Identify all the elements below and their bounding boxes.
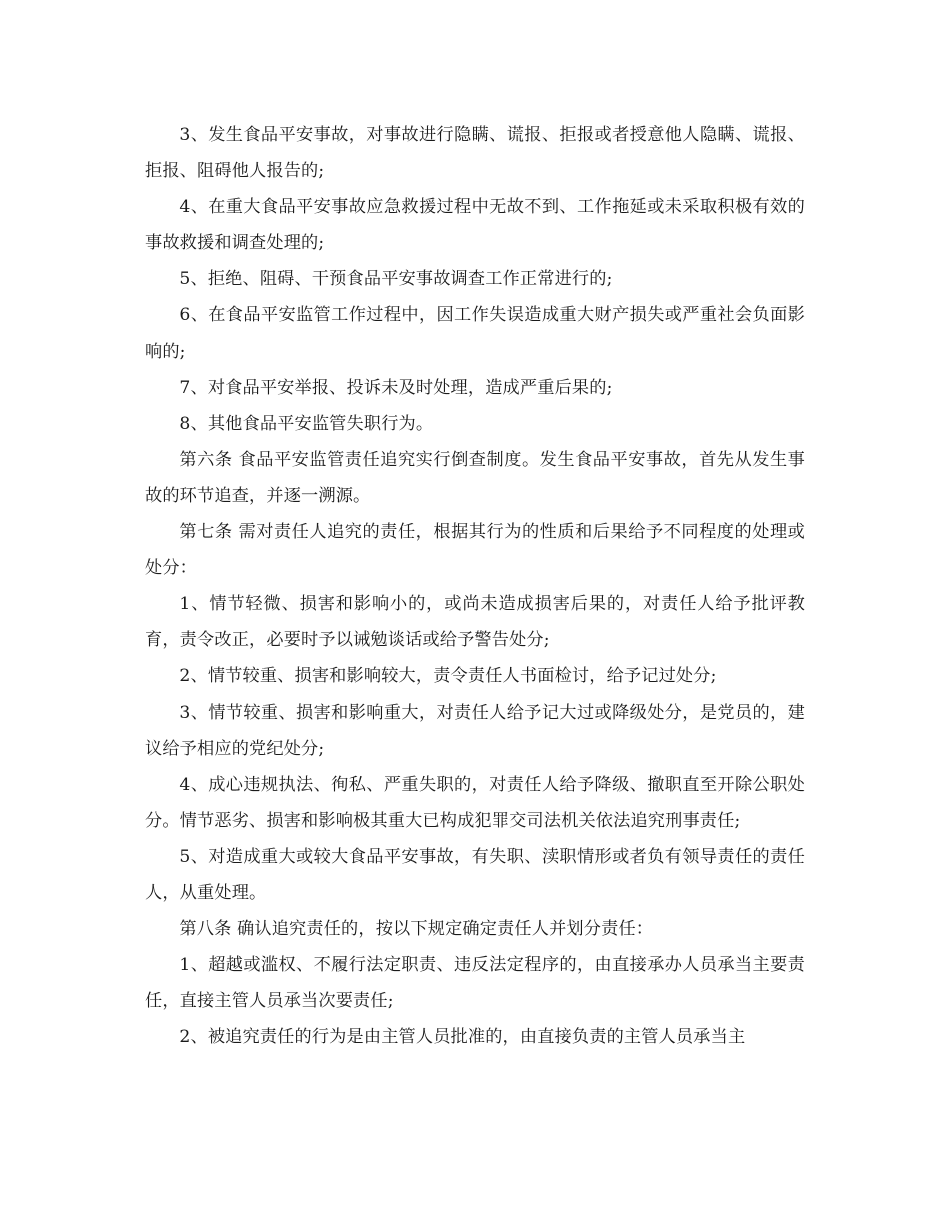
paragraph-item-5: 5、拒绝、阻碍、干预食品平安事故调查工作正常进行的;	[179, 269, 613, 290]
article-8-item-1: 1、超越或滥权、不履行法定职责、违反法定程序的，由直接承办人员承当主要责任，直接主管人员承当次要责任;	[145, 955, 805, 1012]
article-8-item-2: 2、被追究责任的行为是由主管人员批准的，由直接负责的主管人员承当主	[179, 1027, 746, 1048]
article-7-item-1: 1、情节轻微、损害和影响小的，或尚未造成损害后果的，对责任人给予批评教育，责令改正，必要时予以诫勉谈话或给予警告处分;	[145, 594, 805, 651]
article-7-item-4: 4、成心违规执法、徇私、严重失职的，对责任人给予降级、撤职直至开除公职处分。情节恶劣、损害和影响极其重大已构成犯罪交司法机关依法追究刑事责任;	[145, 774, 805, 831]
article-6: 第六条 食品平安监管责任追究实行倒查制度。发生食品平安事故，首先从发生事故的环节追查，并逐一溯源。	[145, 449, 805, 506]
paragraph-item-8: 8、其他食品平安监管失职行为。	[179, 413, 434, 434]
paragraph-item-3: 3、发生食品平安事故，对事故进行隐瞒、谎报、拒报或者授意他人隐瞒、谎报、拒报、阻碍他人报告的;	[145, 125, 805, 182]
article-7-item-5: 5、对造成重大或较大食品平安事故，有失职、渎职情形或者负有领导责任的责任人，从重处理。	[145, 846, 805, 903]
document-body	[145, 117, 805, 1055]
article-7: 第七条 需对责任人追究的责任，根据其行为的性质和后果给予不同程度的处理或处分：	[145, 522, 805, 579]
article-7-item-3: 3、情节较重、损害和影响重大，对责任人给予记大过或降级处分，是党员的，建议给予相应的党纪处分;	[145, 702, 805, 759]
article-7-item-2: 2、情节较重、损害和影响较大，责令责任人书面检讨，给予记过处分;	[179, 666, 717, 687]
paragraph-item-7: 7、对食品平安举报、投诉未及时处理，造成严重后果的;	[179, 377, 613, 398]
paragraph-item-4: 4、在重大食品平安事故应急救援过程中无故不到、工作拖延或未采取积极有效的事故救援和调查处理的;	[145, 197, 805, 254]
article-8: 第八条 确认追究责任的，按以下规定确定责任人并划分责任：	[179, 919, 654, 940]
paragraph-item-6: 6、在食品平安监管工作过程中，因工作失误造成重大财产损失或严重社会负面影响的;	[145, 305, 805, 362]
